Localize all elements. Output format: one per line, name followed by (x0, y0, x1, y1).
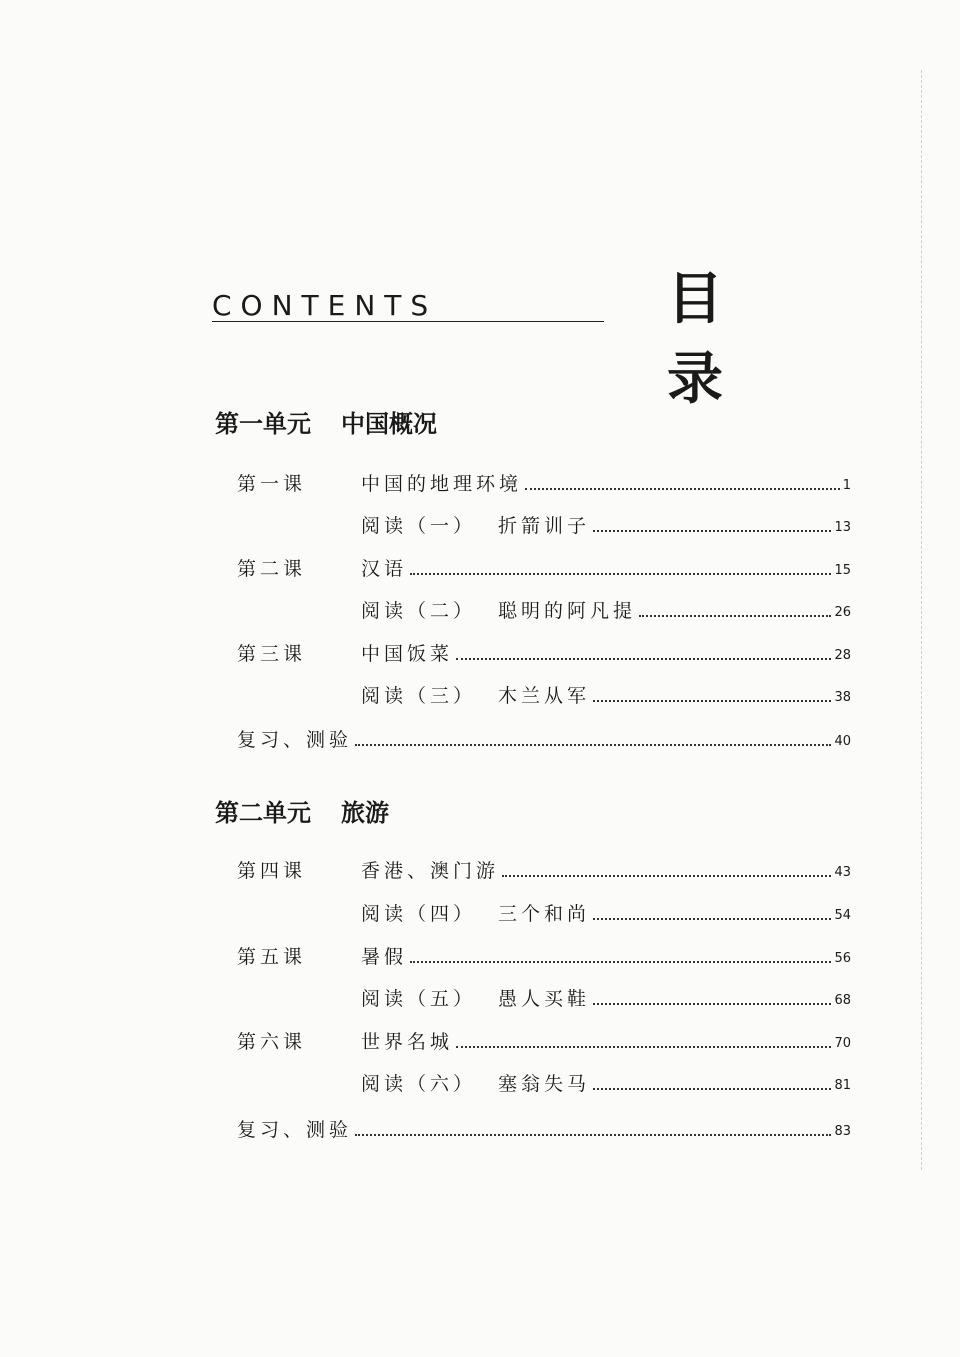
page-number: 70 (834, 1036, 851, 1051)
dot-leader (410, 573, 831, 575)
toc-entry-reading-2[interactable] (237, 593, 851, 623)
dot-leader (456, 1046, 831, 1048)
unit-name: 旅游 (341, 799, 389, 827)
lesson-label: 第一课 (237, 473, 307, 495)
reading-title: 塞翁失马 (498, 1073, 591, 1095)
page-number: 40 (834, 734, 851, 749)
dot-leader (355, 744, 831, 746)
reading-label: 阅读（六） (361, 1073, 477, 1095)
toc-entry-review-1[interactable] (237, 722, 851, 752)
lesson-title: 汉语 (361, 558, 408, 580)
lesson-title: 中国的地理环境 (361, 473, 523, 495)
toc-entry-lesson-3[interactable] (237, 636, 851, 666)
heading-underline (212, 321, 604, 322)
reading-label: 阅读（二） (361, 600, 477, 622)
unit-1-title (215, 404, 437, 439)
unit-2-title (215, 793, 389, 828)
page-number: 43 (834, 865, 851, 880)
reading-title: 三个和尚 (498, 903, 591, 925)
page-number: 83 (834, 1124, 851, 1139)
toc-entry-lesson-2[interactable] (237, 551, 851, 581)
dot-leader (502, 875, 831, 877)
dot-leader (593, 700, 831, 702)
toc-entry-lesson-4[interactable] (237, 853, 851, 883)
lesson-label: 第六课 (237, 1031, 307, 1053)
reading-label: 阅读（三） (361, 685, 477, 707)
toc-entry-reading-3[interactable] (237, 678, 851, 708)
review-label: 复习、测验 (237, 1119, 353, 1141)
page-number: 56 (834, 951, 851, 966)
lesson-title: 暑假 (361, 946, 408, 968)
contents-heading: CONTENTS (212, 289, 438, 322)
page-number: 68 (834, 993, 851, 1008)
lesson-title: 香港、澳门游 (361, 860, 500, 882)
toc-header (212, 255, 862, 412)
page-number: 38 (834, 690, 851, 705)
lesson-label: 第四课 (237, 860, 307, 882)
page-number: 1 (842, 478, 851, 493)
page-number: 81 (834, 1078, 851, 1093)
dot-leader (525, 488, 840, 490)
reading-label: 阅读（五） (361, 988, 477, 1010)
reading-title: 聪明的阿凡提 (498, 600, 637, 622)
page-number: 54 (834, 908, 851, 923)
toc-entry-reading-4[interactable] (237, 896, 851, 926)
page-number: 26 (834, 605, 851, 620)
page-edge-line (921, 70, 922, 1170)
lesson-label: 第五课 (237, 946, 307, 968)
dot-leader (593, 1003, 831, 1005)
toc-entry-review-2[interactable] (237, 1112, 851, 1142)
dot-leader (410, 961, 831, 963)
dot-leader (593, 1088, 831, 1090)
toc-entry-lesson-5[interactable] (237, 939, 851, 969)
toc-entry-reading-1[interactable] (237, 508, 851, 538)
reading-title: 木兰从军 (498, 685, 591, 707)
reading-label: 阅读（一） (361, 515, 477, 537)
reading-title: 折箭训子 (498, 515, 591, 537)
unit-label: 第一单元 (215, 410, 311, 438)
reading-title: 愚人买鞋 (498, 988, 591, 1010)
toc-entry-lesson-1[interactable] (237, 466, 851, 496)
toc-entry-lesson-6[interactable] (237, 1024, 851, 1054)
toc-entry-reading-5[interactable] (237, 981, 851, 1011)
reading-label: 阅读（四） (361, 903, 477, 925)
dot-leader (456, 658, 831, 660)
dot-leader (355, 1134, 831, 1136)
lesson-title: 世界名城 (361, 1031, 454, 1053)
review-label: 复习、测验 (237, 729, 353, 751)
lesson-label: 第二课 (237, 558, 307, 580)
unit-label: 第二单元 (215, 799, 311, 827)
toc-title-cn: 目录 (667, 267, 781, 412)
lesson-title: 中国饭菜 (361, 643, 454, 665)
page-number: 15 (834, 563, 851, 578)
lesson-label: 第三课 (237, 643, 307, 665)
toc-entry-reading-6[interactable] (237, 1066, 851, 1096)
dot-leader (639, 615, 831, 617)
dot-leader (593, 918, 831, 920)
page-number: 28 (834, 648, 851, 663)
page-number: 13 (834, 520, 851, 535)
dot-leader (593, 530, 831, 532)
unit-name: 中国概况 (341, 410, 437, 438)
